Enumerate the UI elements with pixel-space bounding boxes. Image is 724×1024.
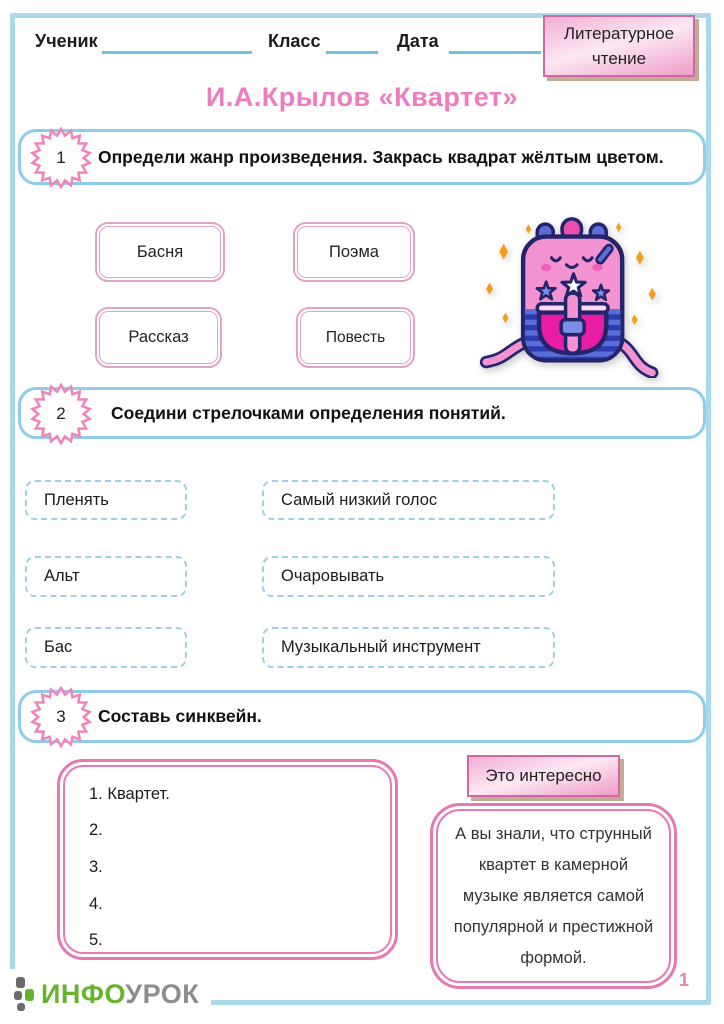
definition-box-lowest-voice[interactable] bbox=[262, 480, 555, 520]
fact-box-inner bbox=[436, 809, 671, 983]
task2-number: 2 bbox=[56, 404, 66, 423]
term-label: Пленять bbox=[44, 490, 109, 509]
term-label: Бас bbox=[44, 638, 73, 656]
cinquain-line-4[interactable]: 4. bbox=[89, 895, 103, 913]
task3-header bbox=[18, 690, 706, 743]
task1-number-badge bbox=[30, 127, 92, 189]
task3-instruction: Составь синквейн. bbox=[98, 706, 262, 726]
genre-option-povest[interactable] bbox=[296, 307, 415, 368]
task1-number: 1 bbox=[56, 148, 66, 167]
subject-badge-line2: чтение bbox=[591, 49, 647, 68]
student-fill-line[interactable] bbox=[102, 51, 252, 54]
task2-instruction: Соедини стрелочками определения понятий. bbox=[111, 402, 506, 423]
genre-option-rasskaz[interactable] bbox=[95, 307, 222, 368]
definition-label: Музыкальный инструмент bbox=[281, 638, 481, 656]
cinquain-line-5[interactable]: 5. bbox=[89, 931, 103, 949]
cinquain-box-inner bbox=[63, 765, 392, 954]
term-label: Альт bbox=[44, 567, 80, 585]
term-box-plenyat[interactable] bbox=[25, 480, 187, 520]
definition-box-charm[interactable] bbox=[262, 556, 555, 597]
term-box-alt[interactable] bbox=[25, 556, 187, 597]
fact-badge-label: Это интересно bbox=[485, 766, 602, 786]
genre-option-poema[interactable] bbox=[293, 222, 415, 282]
cinquain-line-2[interactable]: 2. bbox=[89, 821, 103, 839]
cinquain-line-1[interactable]: 1. Квартет. bbox=[89, 785, 170, 803]
definition-label: Самый низкий голос bbox=[281, 490, 438, 509]
genre-option-povest-label: Повесть bbox=[300, 311, 411, 364]
subject-badge bbox=[543, 15, 695, 77]
definition-label: Очаровывать bbox=[281, 567, 385, 585]
student-label: Ученик bbox=[35, 31, 98, 51]
genre-option-basnya-label: Басня bbox=[99, 226, 221, 278]
fact-box bbox=[430, 803, 677, 989]
page-title: И.А.Крылов «Квартет» bbox=[205, 82, 519, 112]
infourok-logo-icon bbox=[14, 977, 36, 1011]
task2-number-badge bbox=[30, 383, 92, 445]
fact-badge bbox=[467, 755, 620, 797]
task3-number: 3 bbox=[56, 707, 66, 726]
date-label: Дата bbox=[397, 31, 439, 51]
genre-option-rasskaz-label: Рассказ bbox=[99, 311, 218, 364]
class-label: Класс bbox=[268, 31, 321, 51]
genre-option-poema-label: Поэма bbox=[297, 226, 411, 278]
infourok-logo-text bbox=[41, 979, 199, 1010]
definition-box-instrument[interactable] bbox=[262, 627, 555, 668]
term-box-bas[interactable] bbox=[25, 627, 187, 668]
genre-option-basnya[interactable] bbox=[95, 222, 225, 282]
backpack-illustration bbox=[475, 210, 665, 378]
cinquain-line-3[interactable]: 3. bbox=[89, 858, 103, 876]
logo-part-info: ИНФО bbox=[41, 978, 126, 1009]
fact-text: А вы знали, что струнный квартет в камерной музыке является самой популярной и престижной формой. bbox=[453, 824, 654, 967]
logo-part-urok: УРОК bbox=[125, 978, 200, 1009]
task3-number-badge bbox=[30, 686, 92, 748]
class-fill-line[interactable] bbox=[326, 51, 378, 54]
task2-header bbox=[18, 387, 706, 439]
date-fill-line[interactable] bbox=[449, 51, 541, 54]
task1-instruction: Определи жанр произведения. Закрась квадрат жёлтым цветом. bbox=[98, 146, 664, 167]
subject-badge-line1: Литературное bbox=[563, 23, 675, 43]
infourok-logo bbox=[2, 969, 211, 1017]
cinquain-box bbox=[57, 759, 398, 960]
page-number: 1 bbox=[679, 970, 690, 990]
task1-header bbox=[18, 129, 706, 185]
